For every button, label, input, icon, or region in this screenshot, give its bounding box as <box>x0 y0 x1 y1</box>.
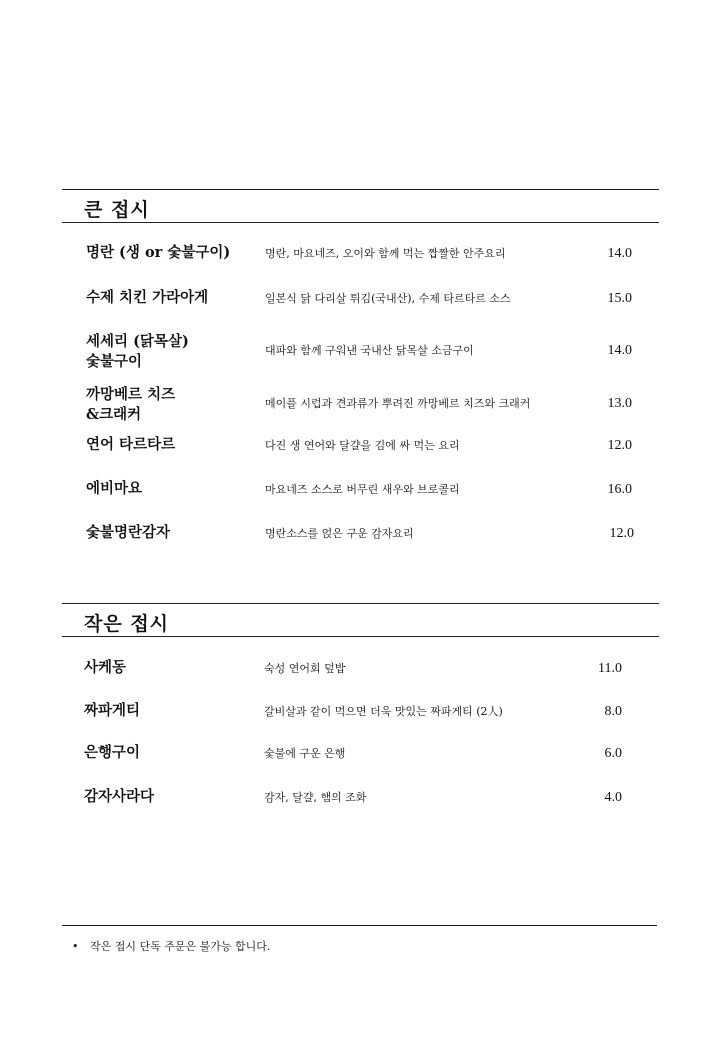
menu-item-price: 13.0 <box>607 396 632 411</box>
menu-item-name: 까망베르 치즈 &크래커 <box>86 386 176 423</box>
section-title-small-plates: 작은 접시 <box>84 613 170 635</box>
menu-item-price: 15.0 <box>607 291 632 306</box>
menu-item-price: 8.0 <box>604 704 622 719</box>
menu-item-description: 마요네즈 소스로 버무린 새우와 브로콜리 <box>265 483 460 496</box>
menu-item-description: 숯불에 구운 은행 <box>264 747 346 760</box>
menu-item-name: 사케동 <box>84 659 127 676</box>
menu-item-price: 6.0 <box>604 746 622 761</box>
section-bottom-rule <box>62 222 659 223</box>
footnote <box>72 938 270 954</box>
menu-item-description: 갈비살과 같이 먹으면 더욱 맛있는 짜파게티 (2人) <box>264 705 503 718</box>
menu-item-name: 세세리 (닭목살) 숯불구이 <box>86 333 189 370</box>
menu-item-description: 대파와 함께 구워낸 국내산 닭목살 소금구이 <box>265 344 474 357</box>
menu-item-name: 은행구이 <box>84 744 141 761</box>
section-top-rule <box>62 189 659 190</box>
menu-item-description: 명란, 마요네즈, 오이와 함께 먹는 짭짤한 안주요리 <box>265 247 506 260</box>
footnote-text: 작은 접시 단독 주문은 불가능 합니다. <box>90 940 271 953</box>
menu-item-price: 14.0 <box>607 246 632 261</box>
menu-item-name: 숯불명란감자 <box>86 524 171 541</box>
menu-item-name: 명란 (생 or 숯불구이) <box>86 244 231 261</box>
menu-item-description: 감자, 달걀, 햄의 조화 <box>264 791 367 804</box>
menu-item-name: 감자사라다 <box>84 788 155 805</box>
menu-item-name: 짜파게티 <box>84 702 141 719</box>
section-top-rule <box>62 603 659 604</box>
menu-item-price: 4.0 <box>604 790 622 805</box>
menu-item-price: 16.0 <box>607 482 632 497</box>
section-title-large-plates: 큰 접시 <box>84 199 150 221</box>
menu-item-description: 숙성 연어회 덮밥 <box>264 662 346 675</box>
menu-item-price: 12.0 <box>607 438 632 453</box>
menu-item-description: 명란소스를 얹은 구운 감자요리 <box>265 527 414 540</box>
section-bottom-rule <box>62 636 659 637</box>
menu-item-name: 에비마요 <box>86 480 143 497</box>
menu-item-name: 수제 치킨 가라아게 <box>86 289 209 306</box>
footnote-rule <box>62 925 657 926</box>
menu-item-description: 메이플 시럽과 견과류가 뿌려진 까망베르 치즈와 크래커 <box>265 397 531 410</box>
menu-item-description: 일본식 닭 다리살 튀김(국내산), 수제 타르타르 소스 <box>265 292 511 305</box>
menu-item-price: 14.0 <box>607 343 632 358</box>
menu-item-price: 11.0 <box>598 661 622 676</box>
menu-item-description: 다진 생 연어와 달걀을 김에 싸 먹는 요리 <box>265 439 460 452</box>
menu-item-price: 12.0 <box>609 526 634 541</box>
menu-item-name: 연어 타르타르 <box>86 436 176 453</box>
bullet-icon: • <box>72 940 79 953</box>
